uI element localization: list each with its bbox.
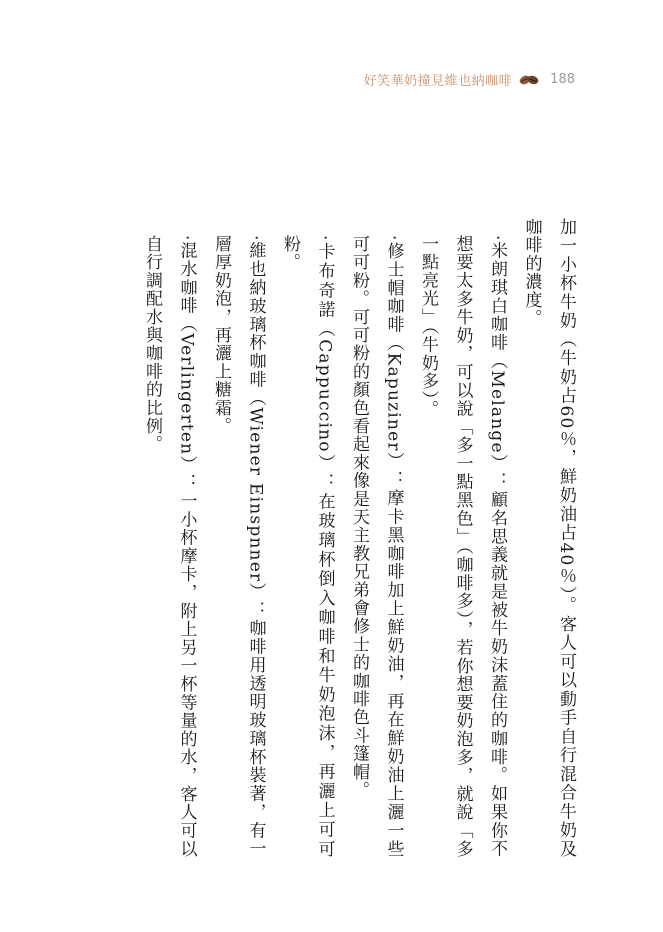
paragraph-einspnner: ‧維也納玻璃杯咖啡（Wiener Einspnner）：咖啡用透明玻璃杯裝著，有一層厚奶泡，再灑上糖霜。 [211, 235, 266, 858]
page-number: 188 [550, 72, 575, 87]
body-text [135, 218, 584, 858]
running-header [364, 70, 575, 89]
coffee-beans-icon [518, 73, 540, 87]
paragraph-verlingerten: ‧混水咖啡（Verlingerten）：一小杯摩卡，附上另一杯等量的水，客人可以自行調配水與咖啡的比例。 [142, 235, 197, 858]
paragraph-cappuccino: ‧卡布奇諾（Cappuccino）：在玻璃杯倒入咖啡和牛奶泡沫，再灑上可可粉。 [280, 235, 335, 858]
running-title: 好笑華奶撞見維也納咖啡 [363, 74, 513, 89]
paragraph-kapuziner: ‧修士帽咖啡（Kapuziner）：摩卡黑咖啡加上鮮奶油，再在鮮奶油上灑一些可可粉。可可粉的顏色看起來像是天主教兄弟會修士的咖啡色斗篷帽。 [349, 235, 404, 858]
paragraph-melange: ‧米朗琪白咖啡（Melange）：顧名思義就是被牛奶沫蓋住的咖啡。如果你不想要太多牛奶，可以說「多一點黑色」（咖啡多），若你想要奶泡多，就說「多一點亮光」（牛奶多）。 [418, 235, 507, 858]
paragraph-intro: 加一小杯牛奶（牛奶占60％，鮮奶油占40％）。客人可以動手自行混合牛奶及咖啡的濃度。 [521, 218, 576, 858]
